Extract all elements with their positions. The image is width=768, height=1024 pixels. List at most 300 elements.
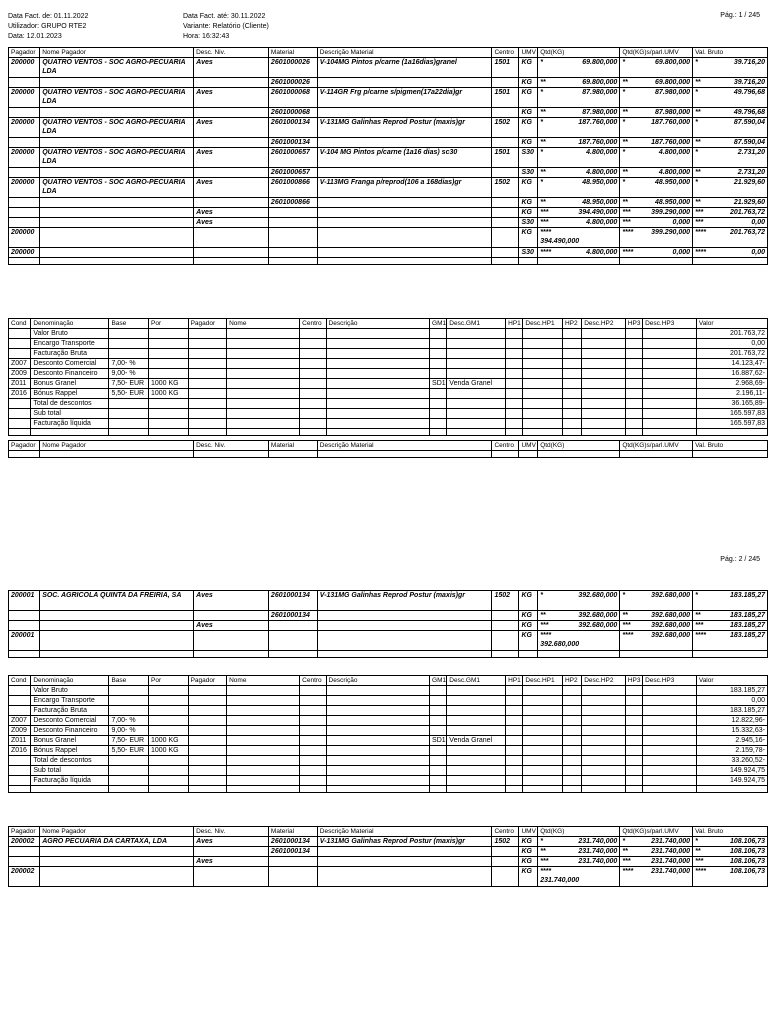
condition-code bbox=[9, 706, 31, 716]
quantity-umv-cell bbox=[620, 228, 693, 248]
column-header: Qtd(KG) bbox=[538, 441, 620, 451]
empty-cell bbox=[326, 429, 430, 436]
empty-cell bbox=[188, 766, 227, 776]
condition-name: Total de descontos bbox=[31, 756, 109, 766]
empty-cell bbox=[326, 329, 430, 339]
table-row bbox=[9, 389, 768, 399]
subtotal-marker: * bbox=[622, 838, 626, 845]
empty-cell bbox=[562, 409, 581, 419]
payer-id: 200002 bbox=[9, 837, 40, 847]
condition-name: Encargo Transporte bbox=[31, 339, 109, 349]
quantity-value: 4.800,000 bbox=[658, 169, 691, 176]
table-row bbox=[9, 766, 768, 776]
gross-value-cell bbox=[693, 591, 768, 611]
gross-value-cell bbox=[693, 118, 768, 138]
centre: 1502 bbox=[492, 837, 519, 847]
material-code: 2601000068 bbox=[268, 88, 317, 108]
empty-cell bbox=[300, 329, 326, 339]
empty-cell bbox=[523, 379, 563, 389]
condition-base: 5,50- EUR bbox=[109, 746, 149, 756]
condition-name: Encargo Transporte bbox=[31, 696, 109, 706]
column-header: Centro bbox=[300, 319, 326, 329]
header-row bbox=[9, 48, 768, 58]
column-header: Denominação bbox=[31, 319, 109, 329]
quantity-value: 39.716,20 bbox=[733, 79, 765, 86]
empty-cell bbox=[523, 736, 563, 746]
empty-cell bbox=[582, 736, 626, 746]
payer-name bbox=[40, 621, 194, 631]
level-desc: Aves bbox=[194, 178, 269, 198]
condition-base: 7,00- % bbox=[109, 716, 149, 726]
condition-code bbox=[9, 349, 31, 359]
empty-cell bbox=[625, 716, 642, 726]
condition-value: 183.185,27 bbox=[696, 686, 767, 696]
material-code: 2601000134 bbox=[268, 611, 317, 621]
empty-cell bbox=[188, 696, 227, 706]
empty-cell bbox=[326, 776, 430, 786]
quantity-value: 39.716,20 bbox=[733, 59, 765, 66]
payer-name bbox=[40, 218, 194, 228]
column-header: Pagador bbox=[9, 827, 40, 837]
payer-name bbox=[40, 208, 194, 218]
quantity-cell bbox=[538, 78, 620, 88]
empty-cell bbox=[188, 369, 227, 379]
empty-cell bbox=[519, 258, 538, 265]
table-row bbox=[9, 726, 768, 736]
quantity-value: 4.800,000 bbox=[658, 149, 691, 156]
condition-value: 149.924,75 bbox=[696, 776, 767, 786]
empty-cell bbox=[268, 258, 317, 265]
subtotal-marker: ** bbox=[695, 79, 701, 86]
condition-base bbox=[109, 756, 149, 766]
subtotal-marker: **** bbox=[622, 249, 634, 256]
column-header: Centro bbox=[492, 48, 519, 58]
payer-id: 200000 bbox=[9, 178, 40, 198]
centre bbox=[492, 248, 519, 258]
header-line: Variante: Relatório (Cliente) bbox=[183, 23, 269, 30]
column-header: Descrição Material bbox=[317, 48, 492, 58]
gm1-desc bbox=[447, 706, 506, 716]
empty-cell bbox=[523, 696, 563, 706]
gross-value-cell bbox=[693, 248, 768, 258]
empty-cell bbox=[523, 716, 563, 726]
empty-cell bbox=[149, 429, 189, 436]
conditions-table bbox=[8, 318, 768, 436]
column-header: Desc.HP3 bbox=[643, 676, 697, 686]
level-desc: Aves bbox=[194, 621, 269, 631]
quantity-umv-cell bbox=[620, 118, 693, 138]
condition-base bbox=[109, 339, 149, 349]
column-header: Desc.HP2 bbox=[582, 319, 626, 329]
quantity-umv-cell bbox=[620, 208, 693, 218]
gm1-desc bbox=[447, 419, 506, 429]
subtotal-marker: **** bbox=[622, 868, 634, 875]
column-header: Val. Bruto bbox=[693, 48, 768, 58]
quantity-value: 231.740,000 bbox=[540, 877, 580, 884]
empty-cell bbox=[582, 359, 626, 369]
empty-cell bbox=[188, 716, 227, 726]
gm1-code bbox=[430, 369, 447, 379]
quantity-umv-cell bbox=[620, 631, 693, 651]
page-number: Pág.: 1 / 245 bbox=[720, 12, 760, 19]
condition-base: 9,00- % bbox=[109, 726, 149, 736]
gm1-code bbox=[430, 359, 447, 369]
unit: KG bbox=[519, 198, 538, 208]
empty-cell bbox=[326, 369, 430, 379]
table-row bbox=[9, 611, 768, 621]
quantity-umv-cell bbox=[620, 218, 693, 228]
quantity-value: 108.106,73 bbox=[729, 868, 765, 875]
condition-name: Bonus Granel bbox=[31, 379, 109, 389]
empty-cell bbox=[188, 776, 227, 786]
empty-cell bbox=[300, 776, 326, 786]
subtotal-marker: ** bbox=[695, 199, 701, 206]
quantity-value: 87.590,04 bbox=[733, 139, 765, 146]
gm1-desc bbox=[447, 716, 506, 726]
condition-base bbox=[109, 706, 149, 716]
empty-cell bbox=[9, 451, 40, 458]
subtotal-marker: *** bbox=[695, 858, 704, 865]
subtotal-marker: *** bbox=[622, 209, 631, 216]
condition-name: Valor Bruto bbox=[31, 686, 109, 696]
material-desc: V-114GR Frg p/carne s/pigmen(17a22dia)gr bbox=[317, 88, 492, 108]
column-header: Descrição bbox=[326, 319, 430, 329]
empty-cell bbox=[643, 349, 697, 359]
table-row bbox=[9, 118, 768, 138]
empty-cell bbox=[326, 706, 430, 716]
material-code: 2601000026 bbox=[268, 58, 317, 78]
table-row bbox=[9, 716, 768, 726]
gm1-code bbox=[430, 776, 447, 786]
empty-cell bbox=[523, 389, 563, 399]
centre bbox=[492, 78, 519, 88]
empty-cell bbox=[227, 369, 300, 379]
quantity-value: 48.950,000 bbox=[655, 179, 691, 186]
subtotal-marker: ** bbox=[540, 199, 546, 206]
quantity-umv-cell bbox=[620, 198, 693, 208]
empty-cell bbox=[693, 451, 768, 458]
quantity-value: 392.680,000 bbox=[578, 612, 618, 619]
level-desc bbox=[194, 631, 269, 651]
level-desc bbox=[194, 867, 269, 887]
material-code: 2601000134 bbox=[268, 847, 317, 857]
empty-cell bbox=[582, 686, 626, 696]
payer-id: 200000 bbox=[9, 228, 40, 248]
empty-cell bbox=[538, 651, 620, 658]
quantity-value: 394.490,000 bbox=[578, 209, 618, 216]
empty-cell bbox=[506, 369, 523, 379]
column-header: Material bbox=[268, 441, 317, 451]
gm1-desc bbox=[447, 399, 506, 409]
quantity-value: 48.950,000 bbox=[655, 199, 691, 206]
condition-per: 1000 KG bbox=[149, 746, 189, 756]
empty-cell bbox=[562, 419, 581, 429]
table-row bbox=[9, 696, 768, 706]
quantity-value: 0,00 bbox=[751, 219, 765, 226]
payer-id: 200002 bbox=[9, 867, 40, 887]
payer-name: QUATRO VENTOS - SOC AGRO-PECUARIA LDA bbox=[40, 178, 194, 198]
condition-code bbox=[9, 776, 31, 786]
column-header: Pagador bbox=[9, 441, 40, 451]
centre bbox=[492, 621, 519, 631]
empty-cell bbox=[40, 651, 194, 658]
empty-cell bbox=[506, 696, 523, 706]
table-row bbox=[9, 837, 768, 847]
unit: S30 bbox=[519, 248, 538, 258]
column-header: HP2 bbox=[562, 319, 581, 329]
payer-id bbox=[9, 611, 40, 621]
empty-cell bbox=[625, 389, 642, 399]
empty-cell bbox=[696, 786, 767, 793]
payer-id bbox=[9, 621, 40, 631]
condition-value: 2.968,69- bbox=[696, 379, 767, 389]
material-desc: V-131MG Galinhas Reprod Postur (maxis)gr bbox=[317, 118, 492, 138]
empty-cell bbox=[523, 786, 563, 793]
empty-cell bbox=[268, 451, 317, 458]
empty-cell bbox=[562, 766, 581, 776]
header-line: Utilizador: GRUPO RTE2 bbox=[8, 23, 87, 30]
column-header: Desc. Niv. bbox=[194, 827, 269, 837]
material-desc: V-113MG Franga p/reprod(106 a 168dias)gr bbox=[317, 178, 492, 198]
quantity-umv-cell bbox=[620, 58, 693, 78]
subtotal-marker: * bbox=[695, 59, 698, 66]
table-row bbox=[9, 198, 768, 208]
column-header: HP1 bbox=[506, 676, 523, 686]
gm1-code bbox=[430, 329, 447, 339]
column-header: Qtd(KG) bbox=[538, 48, 620, 58]
quantity-value: 231.740,000 bbox=[578, 848, 618, 855]
material-desc bbox=[317, 847, 492, 857]
empty-cell bbox=[227, 756, 300, 766]
empty-cell bbox=[9, 258, 40, 265]
subtotal-marker: **** bbox=[622, 229, 634, 236]
empty-cell bbox=[188, 706, 227, 716]
empty-cell bbox=[188, 726, 227, 736]
payer-name: SOC. AGRICOLA QUINTA DA FREIRIA, SA bbox=[40, 591, 194, 611]
empty-cell bbox=[582, 766, 626, 776]
empty-cell bbox=[643, 696, 697, 706]
quantity-value: 69.800,000 bbox=[582, 59, 618, 66]
level-desc bbox=[194, 847, 269, 857]
level-desc bbox=[194, 108, 269, 118]
condition-per bbox=[149, 756, 189, 766]
quantity-value: 4.800,000 bbox=[586, 219, 618, 226]
material-code: 2601000866 bbox=[268, 178, 317, 198]
empty-cell bbox=[492, 451, 519, 458]
material-desc bbox=[317, 78, 492, 88]
empty-cell bbox=[300, 339, 326, 349]
material-code bbox=[268, 857, 317, 867]
empty-cell bbox=[506, 756, 523, 766]
payer-name bbox=[40, 228, 194, 248]
quantity-value: 69.800,000 bbox=[582, 79, 618, 86]
quantity-value: 69.800,000 bbox=[655, 79, 691, 86]
empty-cell bbox=[643, 399, 697, 409]
condition-value: 165.597,83 bbox=[696, 419, 767, 429]
unit: KG bbox=[519, 78, 538, 88]
quantity-value: 187.760,000 bbox=[651, 119, 691, 126]
subtotal-marker: ** bbox=[622, 169, 628, 176]
subtotal-marker: *** bbox=[540, 209, 549, 216]
quantity-value: 183.185,27 bbox=[729, 622, 765, 629]
payer-name: QUATRO VENTOS - SOC AGRO-PECUARIA LDA bbox=[40, 88, 194, 108]
condition-value: 2.945,16- bbox=[696, 736, 767, 746]
payer-name bbox=[40, 78, 194, 88]
subtotal-marker: **** bbox=[695, 632, 706, 639]
subtotal-marker: * bbox=[695, 838, 698, 845]
column-header: Por bbox=[149, 676, 189, 686]
column-header: Qtd(KG) bbox=[538, 827, 620, 837]
empty-cell bbox=[625, 766, 642, 776]
condition-value: 36.165,89- bbox=[696, 399, 767, 409]
condition-base bbox=[109, 329, 149, 339]
empty-cell bbox=[9, 429, 31, 436]
quantity-value: 0,000 bbox=[672, 219, 691, 226]
centre bbox=[492, 208, 519, 218]
material-desc bbox=[317, 228, 492, 248]
empty-cell bbox=[506, 419, 523, 429]
quantity-value: 231.740,000 bbox=[651, 838, 691, 845]
unit: KG bbox=[519, 847, 538, 857]
empty-cell bbox=[582, 706, 626, 716]
payer-id: 200000 bbox=[9, 58, 40, 78]
condition-name: Sub total bbox=[31, 409, 109, 419]
unit: KG bbox=[519, 631, 538, 651]
quantity-value: 394.490,000 bbox=[540, 238, 580, 245]
empty-cell bbox=[506, 686, 523, 696]
empty-cell bbox=[492, 258, 519, 265]
condition-per bbox=[149, 329, 189, 339]
material-code bbox=[268, 228, 317, 248]
subtotal-marker: ** bbox=[622, 199, 628, 206]
quantity-cell bbox=[538, 148, 620, 168]
subtotal-marker: * bbox=[622, 119, 626, 126]
spacer-row bbox=[9, 451, 768, 458]
quantity-value: 392.680,000 bbox=[651, 622, 691, 629]
centre: 1502 bbox=[492, 178, 519, 198]
empty-cell bbox=[430, 429, 447, 436]
quantity-umv-cell bbox=[620, 108, 693, 118]
condition-base: 5,50- EUR bbox=[109, 389, 149, 399]
condition-base bbox=[109, 686, 149, 696]
empty-cell bbox=[149, 786, 189, 793]
condition-per bbox=[149, 409, 189, 419]
empty-cell bbox=[506, 766, 523, 776]
payer-name bbox=[40, 631, 194, 651]
quantity-cell bbox=[538, 138, 620, 148]
quantity-value: 48.950,000 bbox=[582, 199, 618, 206]
table-row bbox=[9, 419, 768, 429]
quantity-value: 231.740,000 bbox=[578, 838, 618, 845]
condition-base bbox=[109, 776, 149, 786]
subtotal-marker: **** bbox=[695, 229, 706, 236]
condition-value: 201.763,72 bbox=[696, 349, 767, 359]
empty-cell bbox=[268, 651, 317, 658]
subtotal-marker: * bbox=[622, 179, 626, 186]
subtotal-marker: ** bbox=[622, 848, 628, 855]
level-desc bbox=[194, 611, 269, 621]
condition-code: Z011 bbox=[9, 736, 31, 746]
subtotal-marker: *** bbox=[695, 219, 704, 226]
empty-cell bbox=[188, 686, 227, 696]
subtotal-marker: **** bbox=[622, 632, 634, 639]
material-code: 2601000866 bbox=[268, 198, 317, 208]
empty-cell bbox=[562, 339, 581, 349]
empty-cell bbox=[562, 776, 581, 786]
empty-cell bbox=[643, 706, 697, 716]
material-desc bbox=[317, 218, 492, 228]
empty-cell bbox=[188, 329, 227, 339]
unit: KG bbox=[519, 88, 538, 108]
empty-cell bbox=[523, 746, 563, 756]
subtotal-marker: ** bbox=[695, 848, 701, 855]
empty-cell bbox=[523, 776, 563, 786]
quantity-value: 2.731,20 bbox=[737, 149, 765, 156]
empty-cell bbox=[506, 409, 523, 419]
centre bbox=[492, 611, 519, 621]
empty-cell bbox=[625, 349, 642, 359]
empty-cell bbox=[562, 786, 581, 793]
empty-cell bbox=[523, 349, 563, 359]
condition-name: Desconto Financeiro bbox=[31, 369, 109, 379]
gm1-desc bbox=[447, 369, 506, 379]
condition-base bbox=[109, 696, 149, 706]
gm1-desc bbox=[447, 349, 506, 359]
condition-per bbox=[149, 369, 189, 379]
payer-id bbox=[9, 857, 40, 867]
column-header: Material bbox=[268, 827, 317, 837]
empty-cell bbox=[643, 429, 697, 436]
material-code: 2601000068 bbox=[268, 108, 317, 118]
gm1-desc bbox=[447, 726, 506, 736]
empty-cell bbox=[582, 726, 626, 736]
subtotal-marker: * bbox=[540, 149, 543, 156]
condition-per bbox=[149, 686, 189, 696]
gross-value-cell bbox=[693, 621, 768, 631]
empty-cell bbox=[227, 339, 300, 349]
empty-cell bbox=[625, 696, 642, 706]
header-line: Hora: 16:32:43 bbox=[183, 33, 230, 40]
empty-cell bbox=[625, 786, 642, 793]
payer-name bbox=[40, 867, 194, 887]
empty-cell bbox=[227, 766, 300, 776]
subtotal-marker: * bbox=[622, 89, 626, 96]
column-header: Qtd(KG)s/parl.UMV bbox=[620, 441, 693, 451]
empty-cell bbox=[326, 389, 430, 399]
gm1-code bbox=[430, 746, 447, 756]
table-row bbox=[9, 218, 768, 228]
empty-cell bbox=[227, 776, 300, 786]
empty-cell bbox=[506, 706, 523, 716]
empty-cell bbox=[188, 736, 227, 746]
table-row bbox=[9, 208, 768, 218]
empty-cell bbox=[523, 429, 563, 436]
column-header: Qtd(KG)s/parl.UMV bbox=[620, 48, 693, 58]
empty-cell bbox=[227, 429, 300, 436]
table-row bbox=[9, 776, 768, 786]
gm1-desc bbox=[447, 756, 506, 766]
unit: KG bbox=[519, 108, 538, 118]
quantity-value: 4.800,000 bbox=[586, 249, 618, 256]
level-desc: Aves bbox=[194, 208, 269, 218]
column-header: Desc.HP1 bbox=[523, 676, 563, 686]
payer-name bbox=[40, 168, 194, 178]
payer-id bbox=[9, 218, 40, 228]
empty-cell bbox=[300, 399, 326, 409]
unit: KG bbox=[519, 138, 538, 148]
empty-cell bbox=[523, 766, 563, 776]
quantity-value: 0,000 bbox=[672, 249, 691, 256]
